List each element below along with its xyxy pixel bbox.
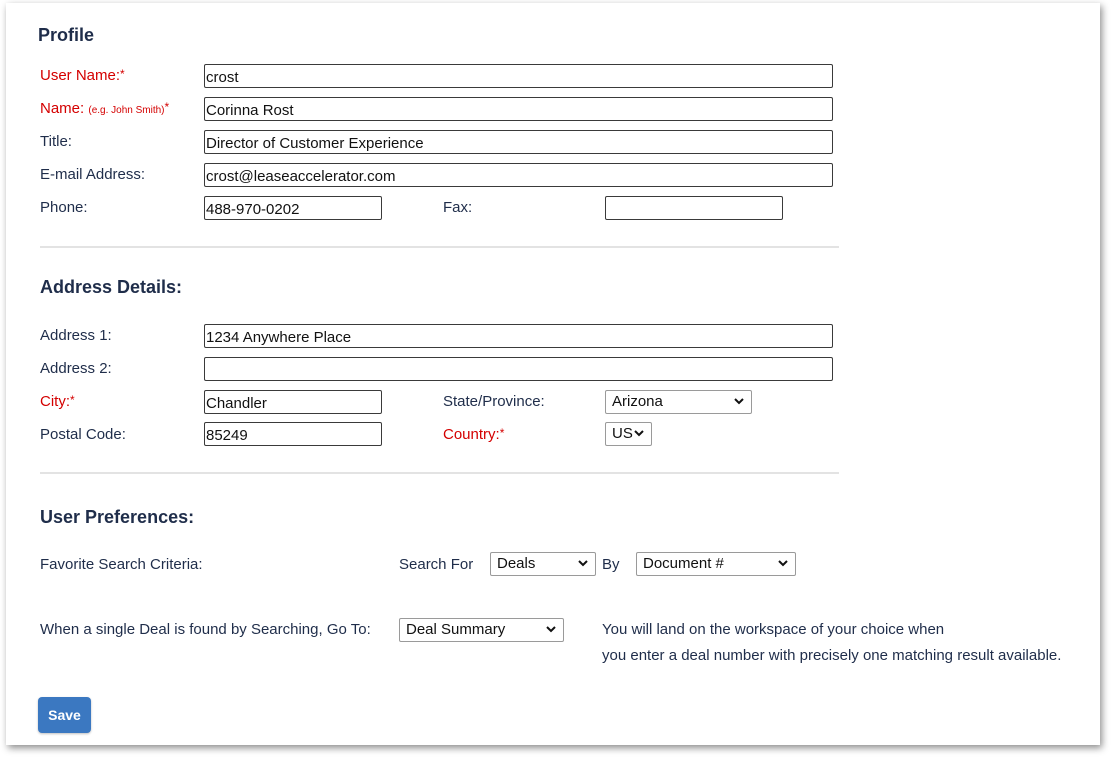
goto-label: When a single Deal is found by Searching, Go To: [40, 621, 371, 638]
name-hint: (e.g. John Smith) [88, 105, 165, 116]
address-title: Address Details: [40, 277, 183, 297]
goto-note-line2: you enter a deal number with precisely one matching result available. [602, 647, 1062, 664]
country-label-text: Country: [443, 426, 500, 443]
goto-select-value: Deal Summary [406, 621, 506, 638]
profile-title: Profile [38, 25, 95, 45]
preferences-title: User Preferences: [40, 507, 195, 527]
address1-label: Address 1: [40, 327, 112, 344]
country-select[interactable] [605, 422, 652, 446]
username-label-text: User Name: [40, 67, 121, 84]
city-input[interactable] [204, 390, 382, 414]
by-label: By [602, 556, 620, 573]
favorite-search-label: Favorite Search Criteria: [40, 556, 203, 573]
address2-input[interactable] [204, 357, 833, 381]
required-mark: * [499, 426, 505, 440]
fax-label: Fax: [443, 199, 473, 216]
profile-panel [6, 3, 1100, 745]
postal-input[interactable] [204, 422, 382, 446]
phone-input[interactable] [204, 196, 382, 220]
name-label [40, 100, 169, 117]
title-input[interactable] [204, 130, 833, 154]
email-label: E-mail Address: [40, 166, 146, 183]
title-label: Title: [40, 133, 72, 150]
address1-input[interactable] [204, 324, 833, 348]
state-select-value: Arizona [612, 393, 663, 410]
required-mark: * [120, 67, 125, 81]
search-for-select-value: Deals [497, 555, 536, 572]
search-for-select[interactable] [490, 552, 596, 576]
country-label [443, 426, 504, 443]
goto-note-line1: You will land on the workspace of your choice when [602, 621, 945, 638]
divider [40, 246, 839, 248]
by-select[interactable] [636, 552, 796, 576]
fax-input[interactable] [605, 196, 783, 220]
name-label-text: Name: [40, 100, 85, 117]
goto-select[interactable] [399, 618, 564, 642]
email-input[interactable] [204, 163, 833, 187]
city-label-text: City: [40, 393, 70, 410]
name-input[interactable] [204, 97, 833, 121]
country-select-value: US [612, 425, 633, 442]
divider [40, 472, 839, 474]
chevron-down-icon [633, 427, 645, 439]
state-label: State/Province: [443, 393, 545, 410]
username-input[interactable] [204, 64, 833, 88]
chevron-down-icon [733, 395, 745, 407]
chevron-down-icon [777, 557, 789, 569]
required-mark: * [70, 393, 75, 407]
username-label [40, 67, 125, 84]
address2-label: Address 2: [40, 360, 112, 377]
city-label [40, 393, 75, 410]
postal-label: Postal Code: [40, 426, 126, 443]
chevron-down-icon [545, 623, 557, 635]
by-select-value: Document # [643, 555, 724, 572]
phone-label: Phone: [40, 199, 88, 216]
chevron-down-icon [577, 557, 589, 569]
save-button[interactable]: Save [38, 697, 91, 733]
state-select[interactable] [605, 390, 752, 414]
search-for-label: Search For [399, 556, 474, 573]
required-mark: * [164, 100, 170, 114]
